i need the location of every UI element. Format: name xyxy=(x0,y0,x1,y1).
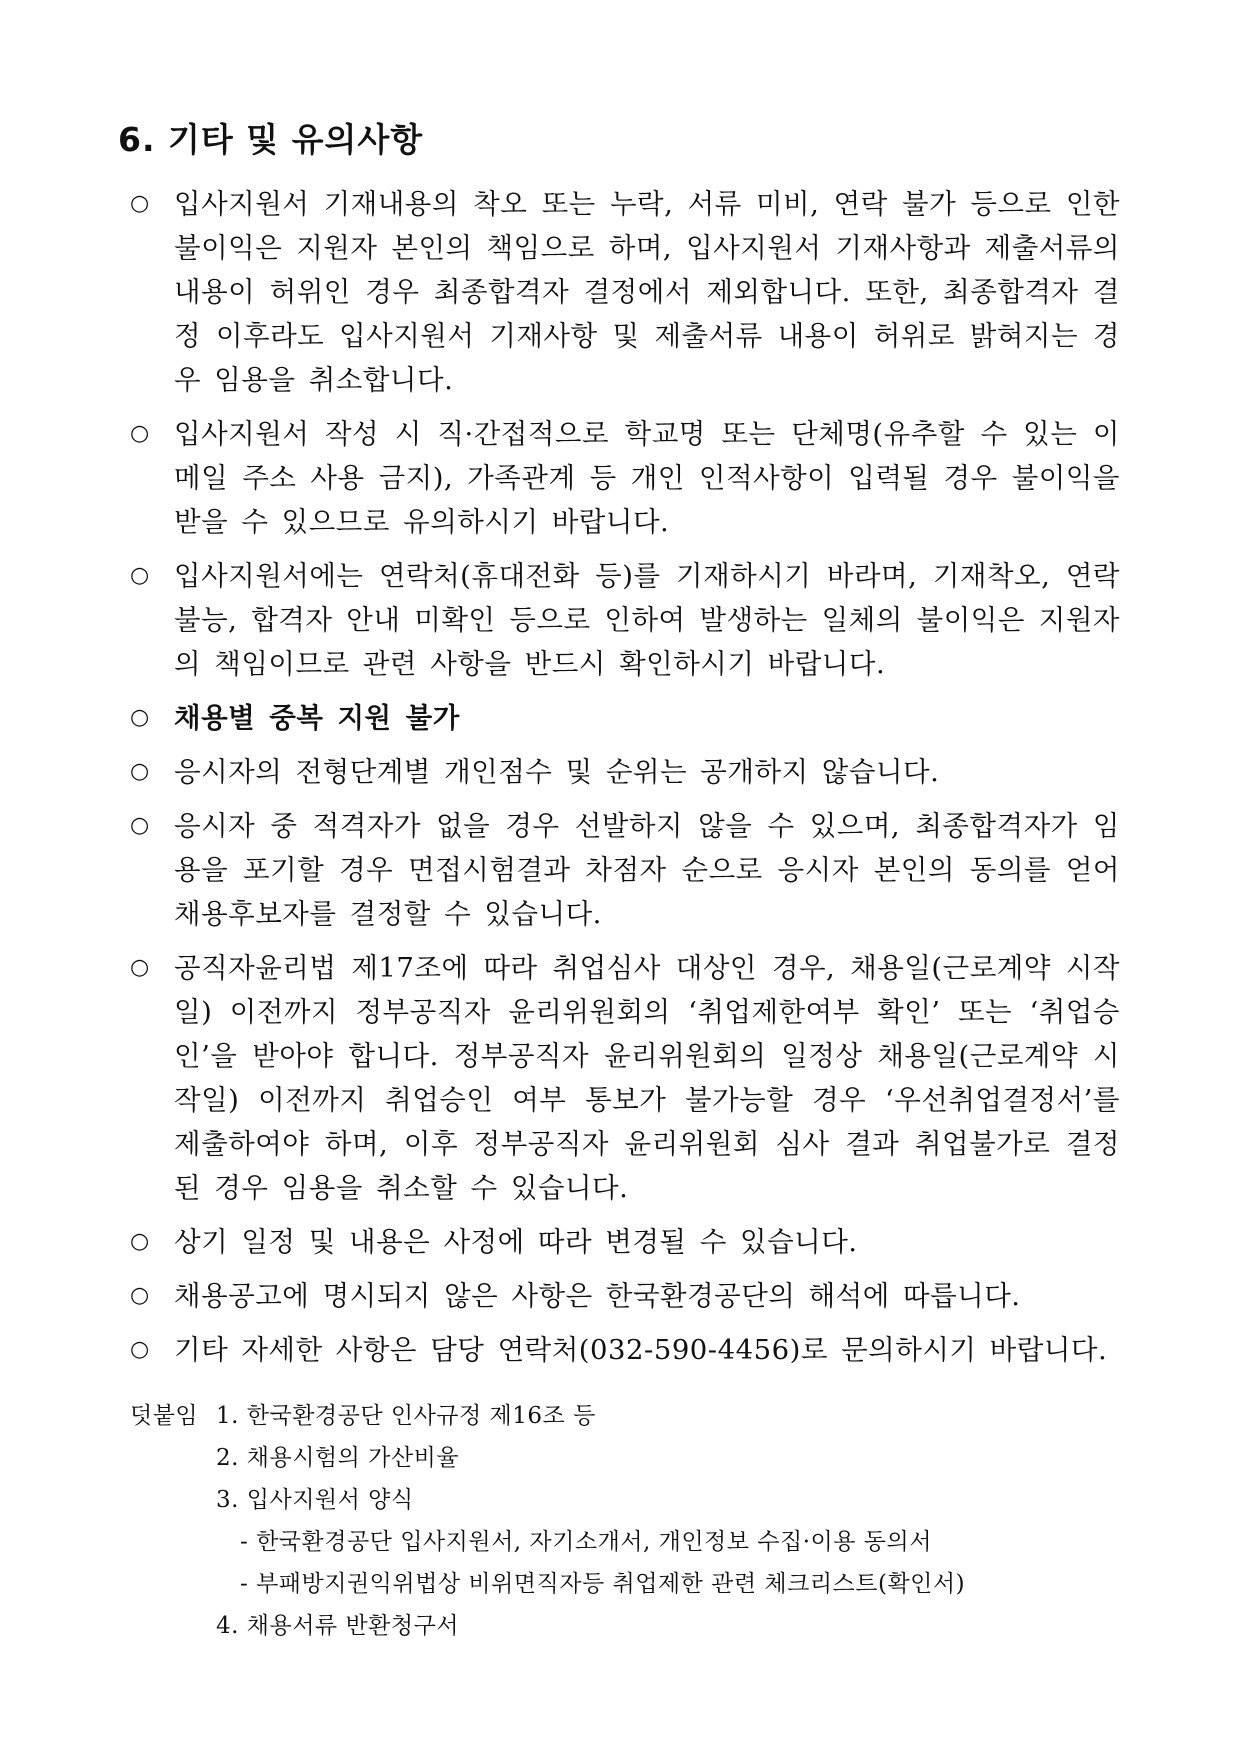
bullet-circle-icon: ○ xyxy=(130,191,150,216)
attachment-row xyxy=(130,1395,1120,1437)
notice-text: 응시자의 전형단계별 개인점수 및 순위는 공개하지 않습니다. xyxy=(174,756,940,788)
attachment-subrow xyxy=(130,1563,1120,1605)
notice-text: 입사지원서 작성 시 직·간접적으로 학교명 또는 단체명(유추할 수 있는 이메일 주소 사용 금지), 가족관계 등 개인 인적사항이 입력될 경우 불이익을 받을 수 있으므로 유의하시기 바랍니다. xyxy=(174,418,1120,538)
list-item xyxy=(130,554,1120,686)
bullet-circle-icon: ○ xyxy=(130,955,150,980)
attachment-entry: 4. 채용서류 반환청구서 xyxy=(216,1613,460,1639)
notice-text: 응시자 중 적격자가 없을 경우 선발하지 않을 수 있으며, 최종합격자가 임용을 포기할 경우 면접시험결과 차점자 순으로 응시자 본인의 동의를 얻어 채용후보자를 결정할 수 있습니다. xyxy=(174,810,1120,930)
list-item xyxy=(130,804,1120,936)
list-item xyxy=(130,946,1120,1210)
notice-text: 기타 자세한 사항은 담당 연락처(032-590-4456)로 문의하시기 바랍니다. xyxy=(174,1334,1108,1366)
attachment-entry: 2. 채용시험의 가산비율 xyxy=(216,1445,460,1471)
attachment-entry: 1. 한국환경공단 인사규정 제16조 등 xyxy=(216,1403,596,1429)
bullet-circle-icon: ○ xyxy=(130,1337,150,1362)
attachment-subentry: - 한국환경공단 입사지원서, 자기소개서, 개인정보 수집·이용 동의서 xyxy=(240,1529,932,1555)
list-item xyxy=(130,1328,1120,1372)
list-item xyxy=(130,750,1120,794)
list-item xyxy=(130,696,1120,740)
notice-text: 공직자윤리법 제17조에 따라 취업심사 대상인 경우, 채용일(근로계약 시작일) 이전까지 정부공직자 윤리위원회의 ‘취업제한여부 확인’ 또는 ‘취업승인’을 받아야 합니다. 정부공직자 윤리위원회의 일정상 채용일(근로계약 시작일) 이전까지 취업승인 여부 통보가 불가능할 경우 ‘우선취업결정서’를 제출하여야 하며, 이후 정부공직자 윤리위원회 심사 결과 취업불가로 결정된 경우 임용을 취소할 수 있습니다. xyxy=(174,952,1120,1204)
attachment-subrow xyxy=(130,1521,1120,1563)
attachment-row xyxy=(130,1437,1120,1479)
bullet-circle-icon: ○ xyxy=(130,563,150,588)
notice-text: 입사지원서 기재내용의 착오 또는 누락, 서류 미비, 연락 불가 등으로 인한 불이익은 지원자 본인의 책임으로 하며, 입사지원서 기재사항과 제출서류의 내용이 허위인 경우 최종합격자 결정에서 제외합니다. 또한, 최종합격자 결정 이후라도 입사지원서 기재사항 및 제출서류 내용이 허위로 밝혀지는 경우 임용을 취소합니다. xyxy=(174,188,1120,396)
attachments-section xyxy=(130,1395,1120,1647)
notice-text: 채용공고에 명시되지 않은 사항은 한국환경공단의 해석에 따릅니다. xyxy=(174,1280,1021,1312)
bullet-circle-icon: ○ xyxy=(130,1229,150,1254)
bullet-circle-icon: ○ xyxy=(130,705,150,730)
notice-list xyxy=(130,182,1120,1382)
attachment-subentry: - 부패방지권익위법상 비위면직자등 취업제한 관련 체크리스트(확인서) xyxy=(240,1571,966,1597)
notice-text: 상기 일정 및 내용은 사정에 따라 변경될 수 있습니다. xyxy=(174,1226,858,1258)
notice-text: 입사지원서에는 연락처(휴대전화 등)를 기재하시기 바라며, 기재착오, 연락불능, 합격자 안내 미확인 등으로 인하여 발생하는 일체의 불이익은 지원자의 책임이므로 관련 사항을 반드시 확인하시기 바랍니다. xyxy=(174,560,1120,680)
list-item xyxy=(130,182,1120,402)
section-title: 6. 기타 및 유의사항 xyxy=(118,120,424,159)
list-item xyxy=(130,412,1120,544)
bullet-circle-icon: ○ xyxy=(130,1283,150,1308)
bullet-circle-icon: ○ xyxy=(130,759,150,784)
attachments-label: 덧붙임 xyxy=(130,1403,199,1429)
bullet-circle-icon: ○ xyxy=(130,421,150,446)
attachment-row xyxy=(130,1605,1120,1647)
bullet-circle-icon: ○ xyxy=(130,813,150,838)
attachment-entry: 3. 입사지원서 양식 xyxy=(216,1487,414,1513)
notice-text-emphasis: 채용별 중복 지원 불가 xyxy=(174,702,460,734)
list-item xyxy=(130,1220,1120,1264)
attachment-row xyxy=(130,1479,1120,1521)
list-item xyxy=(130,1274,1120,1318)
